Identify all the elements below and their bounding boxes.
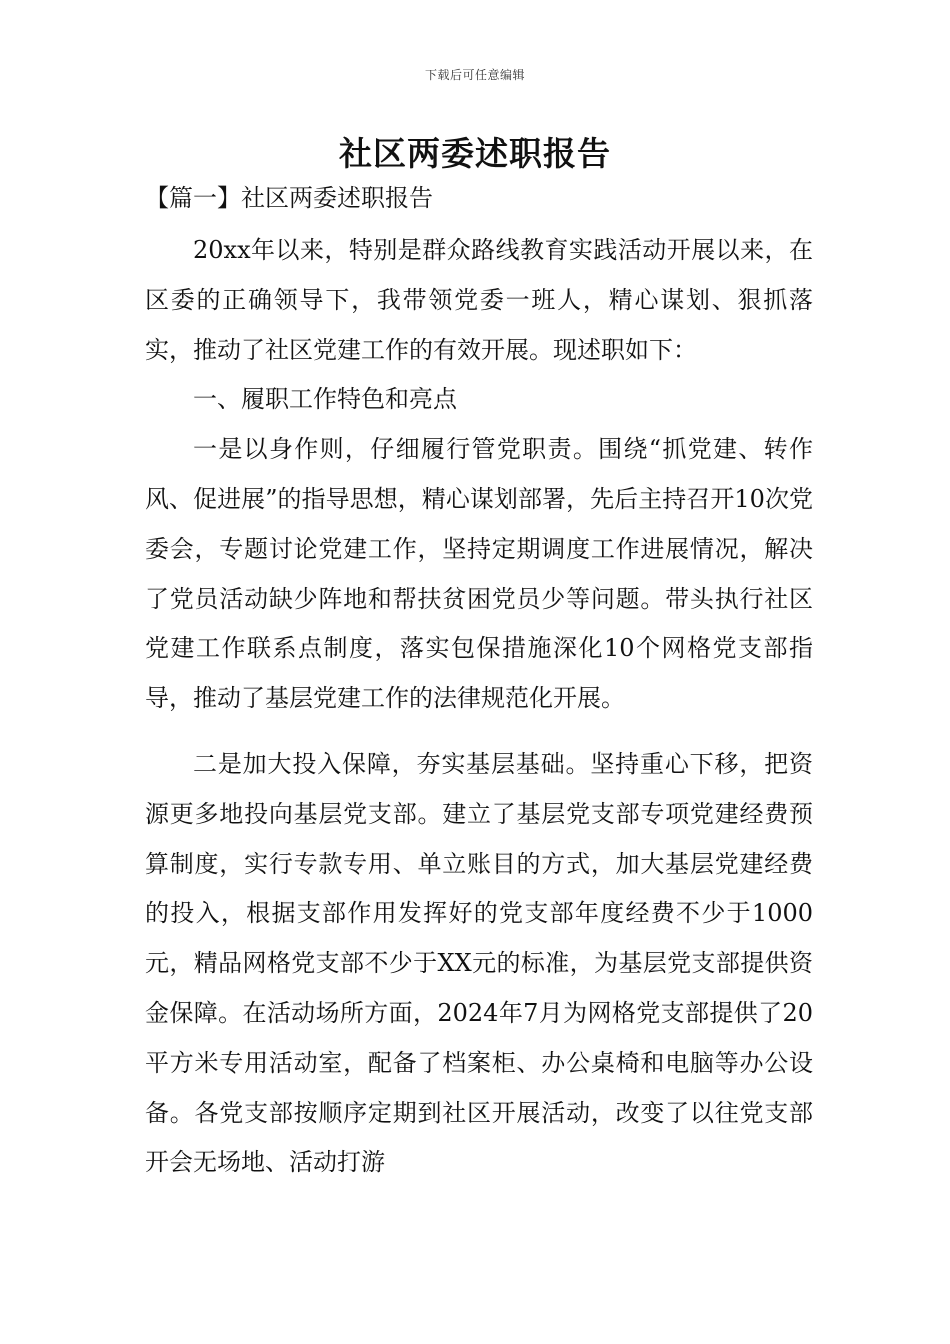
section-heading: 一、履职工作特色和亮点 — [193, 385, 457, 414]
paragraph-point-one: 一是以身作则，仔细履行管党职责。围绕“抓党建、转作风、促进展”的指导思想，精心谋划部署，先后主持召开10次党委会，专题讨论党建工作，坚持定期调度工作进展情况，解决了党员活动缺少阵地和帮扶贫困党员少等问题。带头执行社区党建工作联系点制度，落实包保措施深化10个网格党支部指导，推动了基层党建工作的法律规范化开展。 — [145, 435, 813, 713]
document-title: 社区两委述职报告 — [339, 134, 611, 173]
document-body — [145, 178, 813, 1188]
header-note: 下载后可任意编辑 — [424, 68, 525, 82]
section-subtitle: 【篇一】社区两委述职报告 — [145, 184, 433, 212]
paragraph-point-two: 二是加大投入保障，夯实基层基础。坚持重心下移，把资源更多地投向基层党支部。建立了基层党支部专项党建经费预算制度，实行专款专用、单立账目的方式，加大基层党建经费的投入，根据支部作用发挥好的党支部年度经费不少于1000元，精品网格党支部不少于XX元的标准，为基层党支部提供资金保障。在活动场所方面，2024年7月为网格党支部提供了20平方米专用活动室，配备了档案柜、办公桌椅和电脑等办公设备。各党支部按顺序定期到社区开展活动，改变了以往党支部开会无场地、活动打游 — [145, 749, 813, 1177]
paragraph-intro: 20xx年以来，特别是群众路线教育实践活动开展以来，在区委的正确领导下，我带领党委一班人，精心谋划、狠抓落实，推动了社区党建工作的有效开展。现述职如下： — [145, 236, 813, 364]
